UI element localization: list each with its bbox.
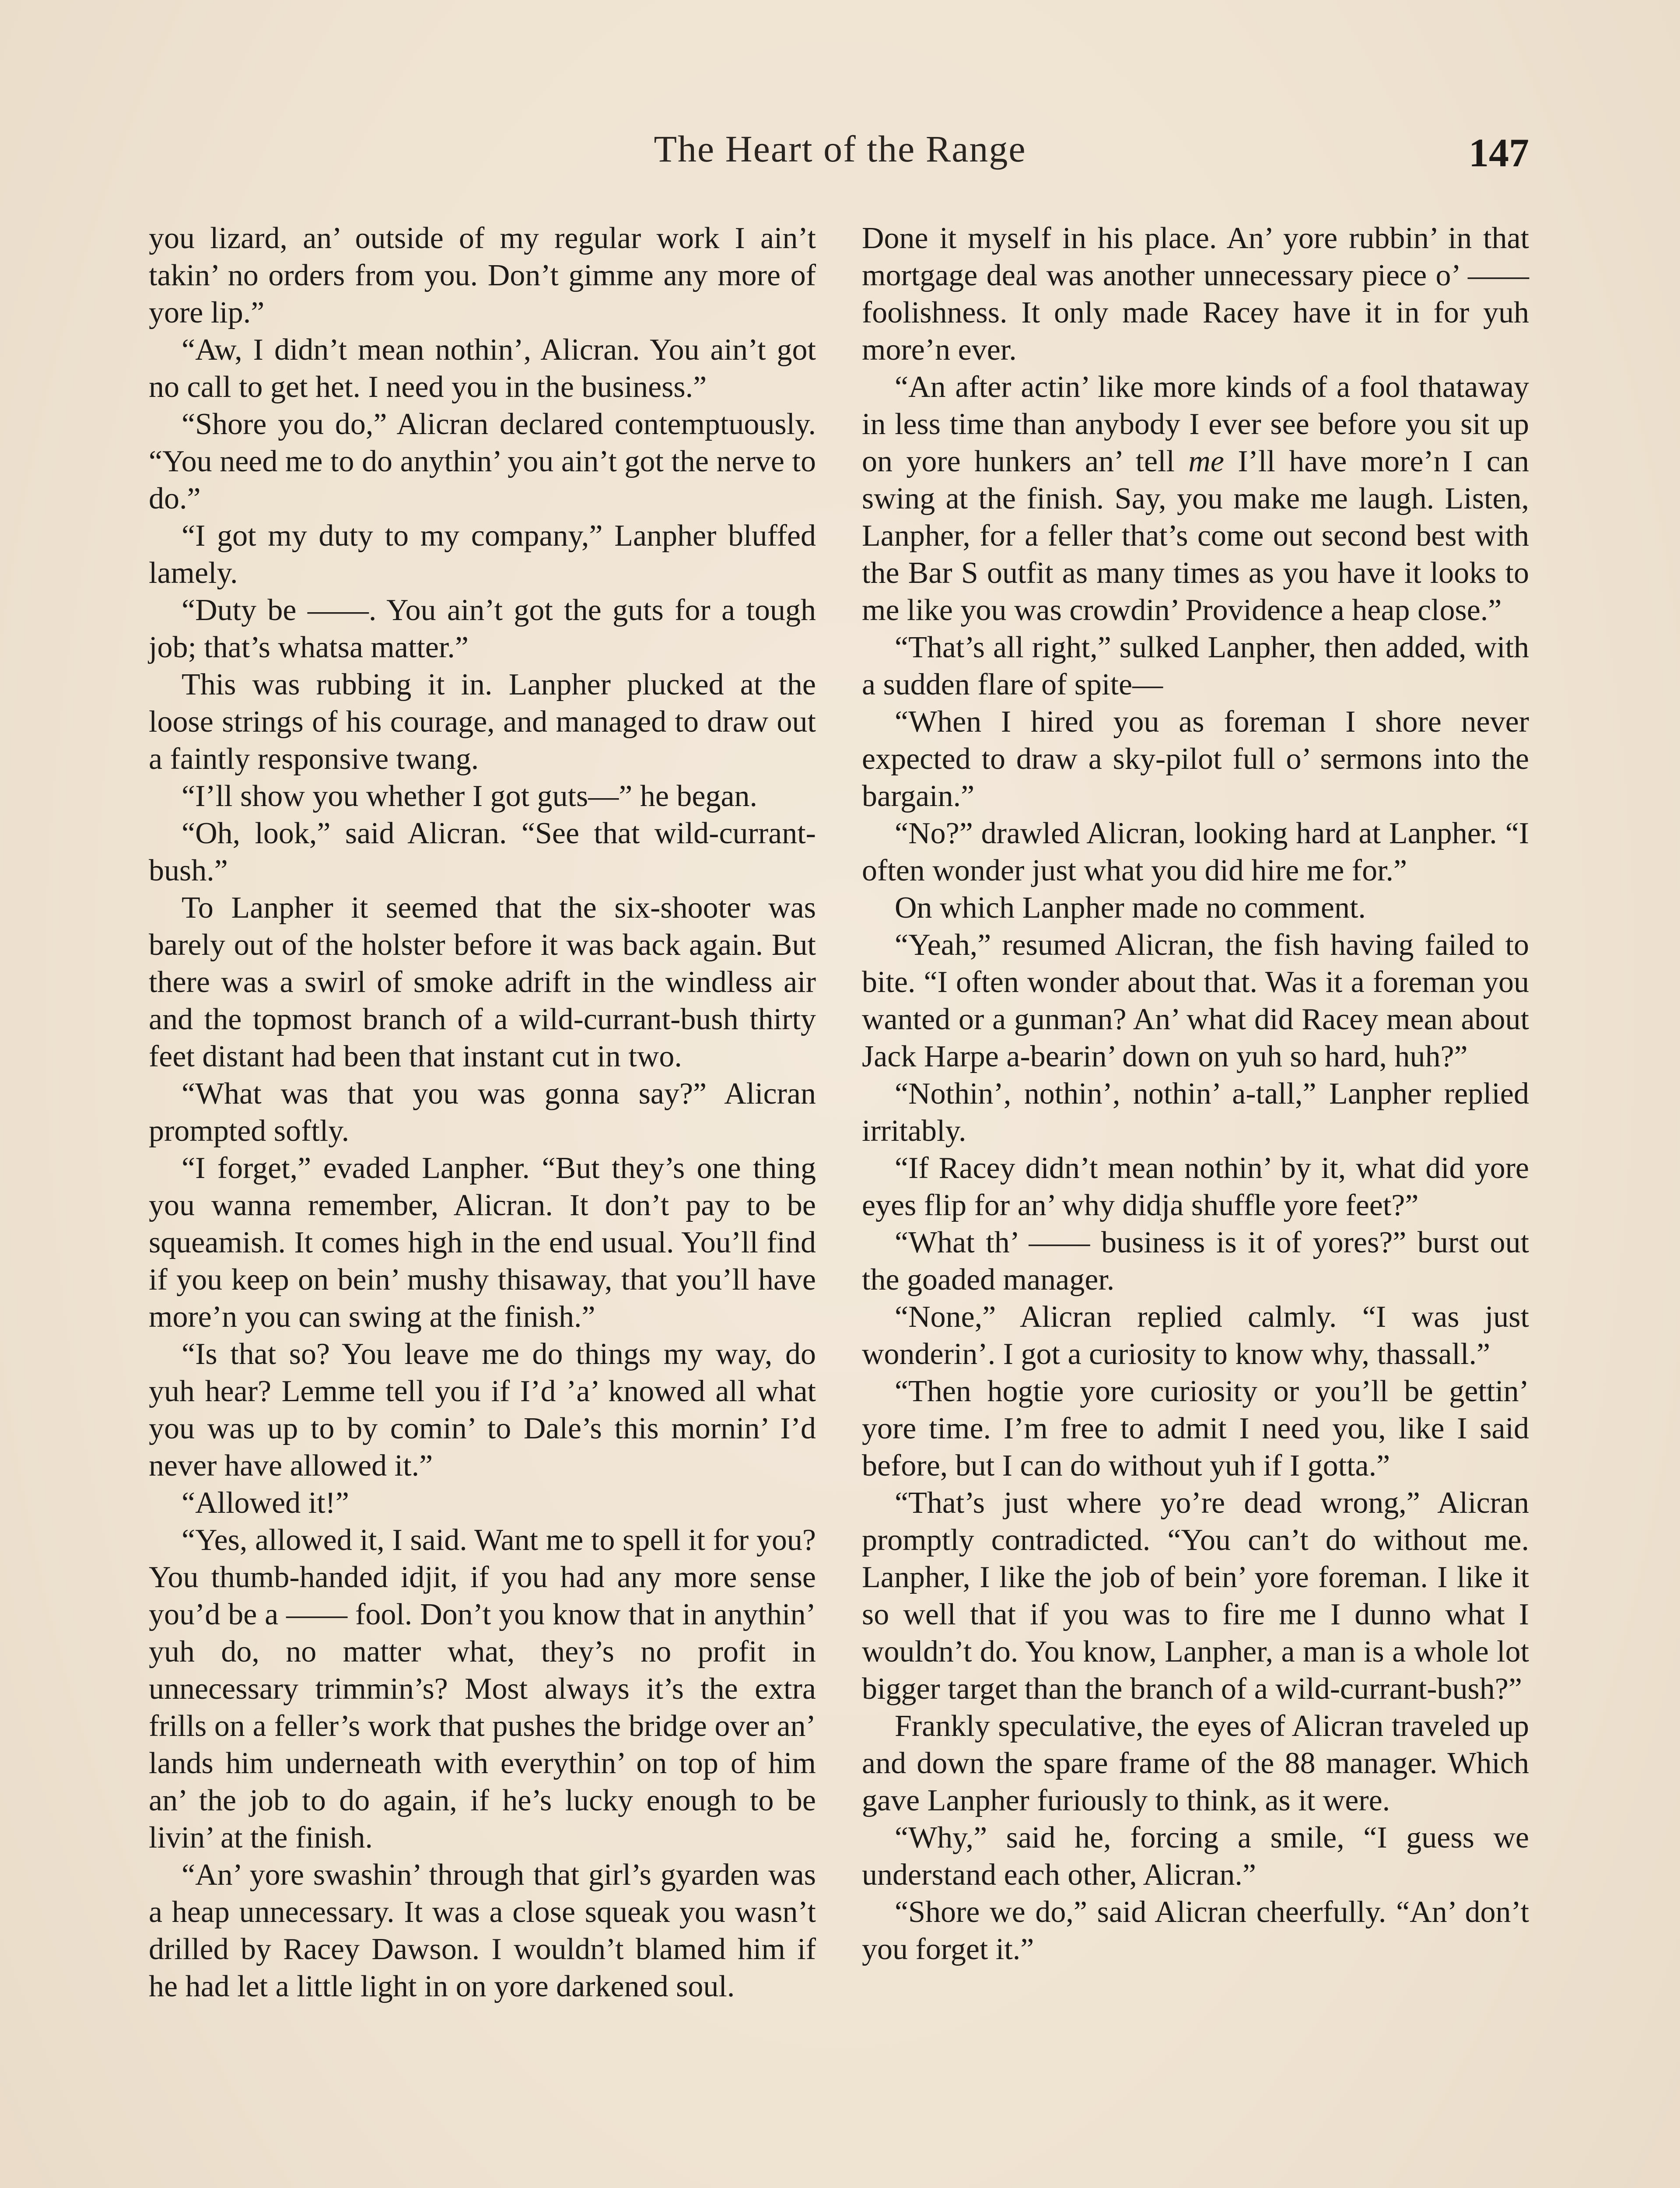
- paragraph: “When I hired you as foreman I shore never expected to draw a sky-pilot full o’ sermons into the bargain.”: [862, 705, 1529, 813]
- paragraph: “An’ yore swashin’ through that girl’s gyarden was a heap unnecessary. It was a close squeak you wasn’t drilled by Racey Dawson. I wouldn’t blamed him if he had let a little light in on yore darkened soul.: [149, 1858, 816, 2003]
- paragraph: “What was that you was gonna say?” Alicran prompted softly.: [149, 1077, 816, 1148]
- paragraph: Frankly speculative, the eyes of Alicran traveled up and down the spare frame of the 88 manager. Which gave Lanpher furiously to think, as it were.: [862, 1709, 1529, 1817]
- paragraph: On which Lanpher made no comment.: [895, 891, 1366, 925]
- paragraph: To Lanpher it seemed that the six-shooter was barely out of the holster before it was back again. But there was a swirl of smoke adrift in the windless air and the topmost branch of a wild-currant-bush thirty feet distant had been that instant cut in two.: [149, 891, 816, 1073]
- paragraph: “I got my duty to my company,” Lanpher bluffed lamely.: [149, 519, 816, 590]
- running-title: The Heart of the Range: [654, 128, 1026, 170]
- paragraph: “What th’ —— business is it of yores?” burst out the goaded manager.: [862, 1226, 1529, 1297]
- paragraph: “Allowed it!”: [182, 1486, 349, 1520]
- paragraph: “Yes, allowed it, I said. Want me to spell it for you? You thumb-handed idjit, if you had any more sense you’d be a —— fool. Don’t you know that in anythin’ yuh do, no matter what, they’s no profit in unnecessary trimmin’s? Most always it’s the extra frills on a feller’s work that pushes the bridge over an’ lands him underneath with everythin’ on top of him an’ the job to do again, if he’s lucky enough to be livin’ at the finish.: [149, 1523, 816, 1855]
- paragraph: “Why,” said he, forcing a smile, “I guess we understand each other, Alicran.”: [862, 1821, 1529, 1892]
- page-number: 147: [1469, 130, 1529, 175]
- left-text-column: [149, 220, 816, 2005]
- paragraph: “I’ll show you whether I got guts—” he began.: [182, 779, 758, 813]
- paragraph: “If Racey didn’t mean nothin’ by it, what did yore eyes flip for an’ why didja shuffle yore feet?”: [862, 1151, 1529, 1222]
- paragraph: you lizard, an’ outside of my regular work I ain’t takin’ no orders from you. Don’t gimme any more of yore lip.”: [149, 221, 816, 330]
- right-text-column: [862, 220, 1529, 1968]
- paragraph: “Yeah,” resumed Alicran, the fish having failed to bite. “I often wonder about that. Was it a foreman you wanted or a gunman? An’ what did Racey mean about Jack Harpe a-bearin’ down on yuh so hard, huh?”: [862, 928, 1529, 1073]
- paragraph: “Oh, look,” said Alicran. “See that wild-currant-bush.”: [149, 817, 816, 887]
- paragraph: “An after actin’ like more kinds of a fool thataway in less time than anybody I ever see before you sit up on yore hunkers an’ tell me I’ll have more’n I can swing at the finish. Say, you make me laugh. Listen, Lanpher, for a feller that’s come out second best with the Bar S outfit as many times as you have it looks to me like you was crowdin’ Providence a heap close.”: [862, 370, 1529, 627]
- paragraph: “Then hogtie yore curiosity or you’ll be gettin’ yore time. I’m free to admit I need you, like I said before, but I can do without yuh if I gotta.”: [862, 1375, 1529, 1483]
- paragraph: “Shore we do,” said Alicran cheerfully. “An’ don’t you forget it.”: [862, 1895, 1529, 1966]
- paragraph: “None,” Alicran replied calmly. “I was just wonderin’. I got a curiosity to know why, thassall.”: [862, 1300, 1529, 1371]
- paragraph: “Duty be ——. You ain’t got the guts for a tough job; that’s whatsa matter.”: [149, 593, 816, 664]
- paragraph: This was rubbing it in. Lanpher plucked at the loose strings of his courage, and managed to draw out a faintly responsive twang.: [149, 668, 816, 776]
- emphasis: me: [1188, 445, 1224, 478]
- paragraph: “Nothin’, nothin’, nothin’ a-tall,” Lanpher replied irritably.: [862, 1077, 1529, 1148]
- paragraph: “No?” drawled Alicran, looking hard at Lanpher. “I often wonder just what you did hire me for.”: [862, 817, 1529, 887]
- paragraph: “Shore you do,” Alicran declared contemptuously. “You need me to do anythin’ you ain’t got the nerve to do.”: [149, 407, 816, 515]
- paragraph: “Is that so? You leave me do things my way, do yuh hear? Lemme tell you if I’d ’a’ knowed all what you was up to by comin’ to Dale’s this mornin’ I’d never have allowed it.”: [149, 1337, 816, 1483]
- paragraph: “That’s just where yo’re dead wrong,” Alicran promptly contradicted. “You can’t do without me. Lanpher, I like the job of bein’ yore foreman. I like it so well that if you was to fire me I dunno what I wouldn’t do. You know, Lanpher, a man is a whole lot bigger target than the branch of a wild-currant-bush?”: [862, 1486, 1529, 1706]
- paragraph: “I forget,” evaded Lanpher. “But they’s one thing you wanna remember, Alicran. It don’t pay to be squeamish. It comes high in the end usual. You’ll find if you keep on bein’ mushy thisaway, that you’ll have more’n you can swing at the finish.”: [149, 1151, 816, 1334]
- paragraph: “That’s all right,” sulked Lanpher, then added, with a sudden flare of spite—: [862, 631, 1529, 701]
- paragraph: “Aw, I didn’t mean nothin’, Alicran. You ain’t got no call to get het. I need you in the business.”: [149, 333, 816, 404]
- paragraph: Done it myself in his place. An’ yore rubbin’ in that mortgage deal was another unnecessary piece o’ —— foolishness. It only made Racey have it in for yuh more’n ever.: [862, 221, 1529, 367]
